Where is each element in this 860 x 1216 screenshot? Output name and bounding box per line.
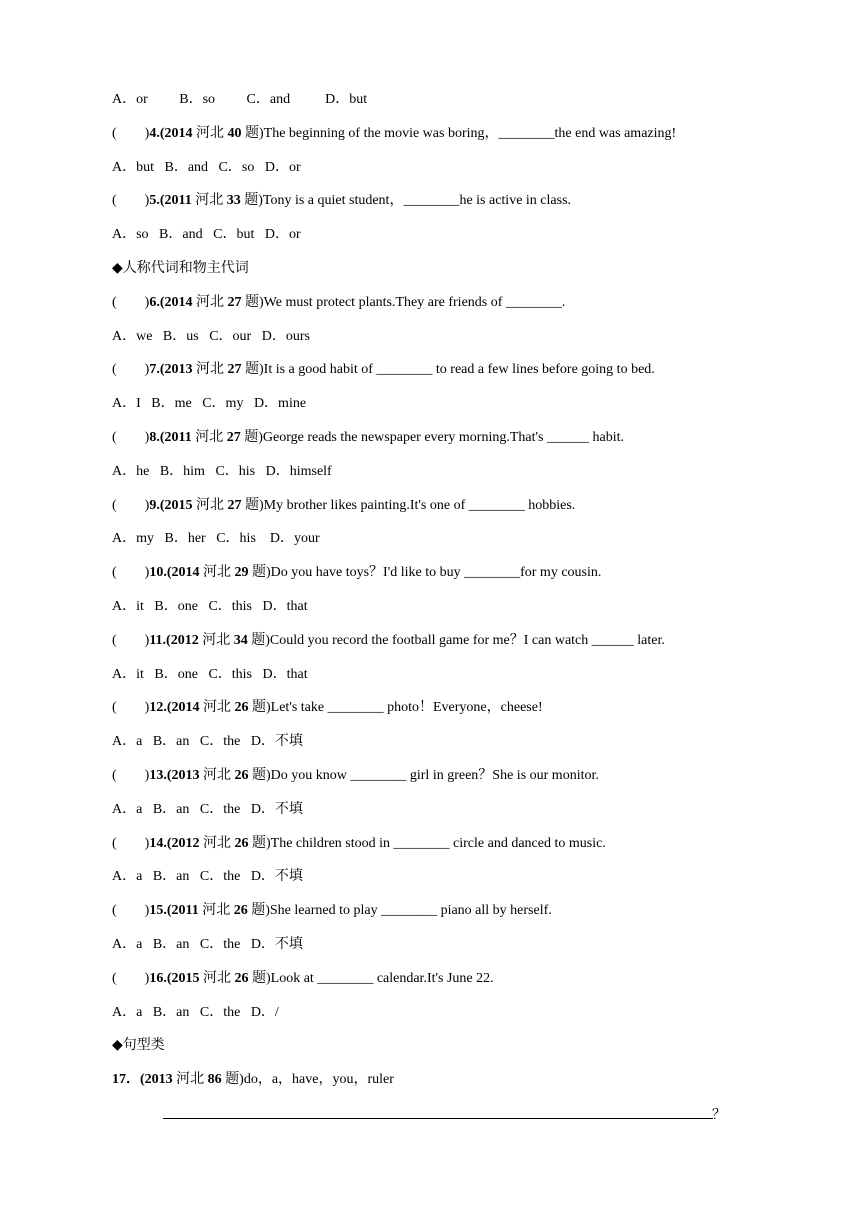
question-index: 27	[226, 430, 241, 445]
question-province: 河北	[192, 362, 228, 378]
question-province: 河北	[191, 430, 227, 445]
answer-options: A．a B．an C．the D．不填	[112, 734, 303, 750]
answer-paren[interactable]: ( )	[112, 903, 150, 919]
section-heading: ◆人称代词和物主代词	[112, 261, 249, 276]
answer-paren[interactable]: ( )	[112, 362, 150, 378]
question-line	[112, 699, 543, 717]
question-province: 河北	[192, 294, 228, 310]
question-index: 33	[226, 193, 241, 209]
question-text: 题)Could you record the football game for me？I can watch ______ later.	[247, 632, 665, 648]
question-line	[112, 192, 571, 210]
question-number: 9.(2015	[149, 497, 193, 513]
answer-paren[interactable]: ( )	[112, 565, 150, 581]
question-province: 河北	[192, 125, 228, 141]
question-index: 26	[234, 835, 249, 851]
question-number: 17．(2013	[112, 1072, 173, 1088]
question-index: 27	[227, 362, 242, 378]
question-number: 13.(2013	[149, 768, 200, 783]
question-line	[112, 835, 606, 853]
answer-options: A．so B．and C．but D．or	[112, 227, 301, 243]
question-province: 河北	[199, 835, 235, 851]
question-line	[112, 1071, 394, 1089]
question-text: 题)do，a，have，you，ruler	[221, 1072, 394, 1088]
question-province: 河北	[172, 1072, 208, 1088]
question-province: 河北	[199, 768, 235, 783]
answer-options: A．I B．me C．my D．mine	[112, 396, 307, 412]
answer-options: A．a B．an C．the D．不填	[112, 801, 303, 817]
question-text: 题)My brother likes painting.It's one of ________ hobbies.	[241, 497, 576, 513]
answer-options: A．my B．her C．his D．your	[112, 531, 320, 547]
answer-blank-line[interactable]	[163, 1118, 713, 1119]
question-line	[112, 767, 599, 785]
question-index: 26	[234, 700, 249, 716]
question-number: 14.(2012	[149, 835, 200, 851]
question-province: 河北	[192, 497, 228, 513]
question-index: 86	[207, 1072, 222, 1088]
question-line	[112, 564, 601, 582]
answer-paren[interactable]: ( )	[112, 125, 150, 141]
question-line	[112, 970, 494, 988]
question-number: 15.(2011	[149, 903, 199, 919]
question-line	[112, 429, 624, 447]
question-province: 河北	[198, 903, 234, 919]
question-province: 河北	[199, 700, 235, 716]
question-index: 26	[234, 768, 249, 783]
question-number: 16.(2015	[149, 970, 200, 986]
question-index: 26	[234, 970, 249, 986]
answer-options: A．a B．an C．the D．不填	[112, 937, 303, 952]
question-index: 34	[233, 632, 248, 648]
question-index: 27	[227, 497, 242, 513]
answer-options: A．it B．one C．this D．that	[112, 599, 308, 614]
question-line	[112, 632, 665, 650]
answer-options: A．it B．one C．this D．that	[112, 666, 308, 682]
question-text: 题)She learned to play ________ piano all by herself.	[247, 903, 552, 919]
question-text: 题)Do you have toys？I'd like to buy ________for my cousin.	[248, 565, 602, 581]
question-text: 题)Tony is a quiet student，________he is active in class.	[240, 193, 572, 209]
question-number: 5.(2011	[149, 193, 192, 209]
question-text: 题)It is a good habit of ________ to read a few lines before going to bed.	[241, 362, 655, 378]
question-number: 4.(2014	[149, 125, 193, 141]
answer-paren[interactable]: ( )	[112, 970, 150, 986]
answer-options: A．or B．so C．and D．but	[112, 92, 368, 107]
question-province: 河北	[191, 193, 227, 209]
answer-paren[interactable]: ( )	[112, 430, 150, 445]
answer-options: A．but B．and C．so D．or	[112, 159, 301, 175]
question-province: 河北	[198, 632, 234, 648]
question-number: 8.(2011	[149, 430, 192, 445]
question-index: 29	[234, 565, 249, 581]
question-text: 题)We must protect plants.They are friends of ________.	[241, 294, 566, 310]
question-text: 题)The children stood in ________ circle and danced to music.	[248, 835, 606, 851]
question-text: 题)Do you know ________ girl in green？She is our monitor.	[248, 768, 599, 783]
answer-paren[interactable]: ( )	[112, 497, 150, 513]
question-number: 11.(2012	[149, 632, 199, 648]
question-number: 7.(2013	[149, 362, 193, 378]
question-line	[112, 902, 552, 920]
answer-paren[interactable]: ( )	[112, 835, 150, 851]
question-text: 题)The beginning of the movie was boring，________the end was amazing!	[241, 125, 677, 141]
answer-paren[interactable]: ( )	[112, 193, 150, 209]
answer-paren[interactable]: ( )	[112, 768, 150, 783]
answer-paren[interactable]: ( )	[112, 632, 150, 648]
answer-options: A．he B．him C．his D．himself	[112, 463, 332, 479]
question-province: 河北	[199, 970, 235, 986]
section-heading: ◆句型类	[112, 1038, 165, 1054]
question-number: 12.(2014	[149, 700, 200, 716]
question-index: 27	[227, 294, 242, 310]
question-text: 题)Look at ________ calendar.It's June 22.	[248, 970, 494, 986]
answer-options: A．we B．us C．our D．ours	[112, 328, 310, 344]
answer-paren[interactable]: ( )	[112, 700, 150, 716]
answer-paren[interactable]: ( )	[112, 294, 150, 310]
question-line	[112, 125, 676, 143]
question-text: 题)Let's take ________ photo！Everyone，cheese!	[248, 700, 543, 716]
question-number: 10.(2014	[149, 565, 200, 581]
question-line	[112, 497, 575, 515]
question-line	[112, 294, 565, 312]
question-line	[112, 361, 655, 379]
question-number: 6.(2014	[149, 294, 193, 310]
answer-options: A．a B．an C．the D．不填	[112, 869, 303, 885]
question-text: 题)George reads the newspaper every morning.That's ______ habit.	[240, 430, 624, 445]
answer-question-mark: ？	[712, 1108, 726, 1123]
answer-options: A．a B．an C．the D．/	[112, 1004, 279, 1020]
question-index: 40	[227, 125, 242, 141]
question-index: 26	[233, 903, 248, 919]
question-province: 河北	[199, 565, 235, 581]
